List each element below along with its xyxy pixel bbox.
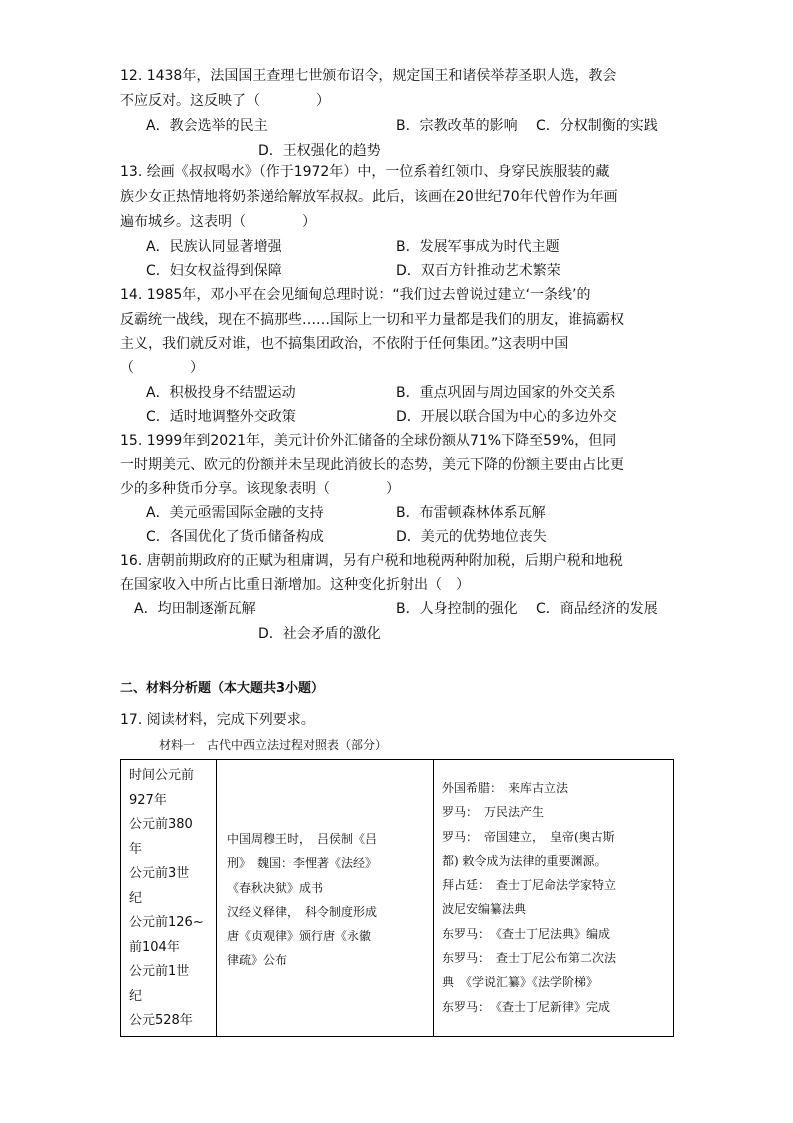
q13-stem-line-3: 遍布城乡。这表明（ ） [120,214,316,230]
q14-stem-line-4: （ ） [120,360,204,376]
q12-option-c[interactable]: C．分权制衡的实践 [536,118,658,134]
time-line: 年 [129,841,143,857]
time-line: 纪 [129,988,143,1004]
time-line: 公元前3世 [129,866,190,881]
q13-option-d[interactable]: D．双百方针推动艺术繁荣 [396,263,561,279]
china-line: 《春秋决狱》成书 [227,880,324,895]
foreign-line: 拜占廷： 查士丁尼命法学家特立 [442,878,617,893]
time-line: 纪 [129,890,143,906]
q15-stem-line-1: 15. 1999年到2021年，美元计价外汇储备的全球份额从71%下降至59%，但同 [120,433,617,449]
foreign-line: 都) 敕令成为法律的重要渊源。 [442,853,607,868]
china-line: 刑》 魏国：李悝著《法经》 [227,856,378,871]
q14-stem-line-3: 主义，我们就反对谁，也不搞集团政治，不依附于任何集团。”这表明中国 [120,336,569,352]
q15-stem-line-3: 少的多种货币分享。该现象表明（ ） [120,481,400,497]
q13-option-b[interactable]: B．发展军事成为时代主题 [396,239,560,255]
q16-option-c[interactable]: C．商品经济的发展 [536,601,658,617]
q16-stem-line-2: 在国家收入中所占比重日渐增加。这种变化折射出（ ） [120,577,470,593]
section-heading: 二、材料分析题（本大题共3小题） [120,681,325,696]
q14-option-b[interactable]: B．重点巩固与周边国家的外交关系 [396,385,616,401]
china-line: 汉经义释律， 科令制度形成 [227,904,378,919]
q13-option-a[interactable]: A．民族认同显著增强 [146,239,282,255]
q12-option-a[interactable]: A．教会选举的民主 [146,118,268,134]
q16-option-a[interactable]: A．均田制逐渐瓦解 [134,601,256,617]
time-line: 时间公元前 [129,768,195,783]
q12-stem-line-1: 12. 1438年，法国国王查理七世颁布诏令，规定国王和诸侯举荐圣职人选，教会 [120,68,617,84]
china-line: 唐《贞观律》颁行唐《永徽 [227,929,372,944]
q13-stem-line-1: 13. 绘画《叔叔喝水》（作于1972年）中，一位系着红领巾、身穿民族服装的藏 [120,164,610,180]
material-caption: 材料一 古代中西立法过程对照表（部分） [159,738,388,752]
foreign-line: 东罗马： 《查士丁尼法典》编成 [442,926,611,941]
time-line: 927年 [129,792,167,808]
q13-option-c[interactable]: C．妇女权益得到保障 [146,263,282,279]
foreign-line: 东罗马： 《查士丁尼新律》完成 [442,999,611,1014]
q16-option-d[interactable]: D．社会矛盾的激化 [258,626,381,642]
q13-stem-line-2: 族少女正热情地将奶茶递给解放军叔叔。此后，该画在20世纪70年代曾作为年画 [120,189,618,205]
q14-stem-line-1: 14. 1985年，邓小平在会见缅甸总理时说：“我们过去曾说过建立‘一条线’的 [120,287,591,303]
china-line: 律疏》公布 [227,953,288,968]
table-row [121,760,674,1037]
q14-stem-line-2: 反霸统一战线，现在不搞那些……国际上一切和平力量都是我们的朋友，谁搞霸权 [120,312,624,328]
q16-option-b[interactable]: B．人身控制的强化 [396,601,518,617]
foreign-line: 罗马： 万民法产生 [442,805,545,820]
q12-option-d[interactable]: D．王权强化的趋势 [258,143,381,159]
q12-stem-line-2: 不应反对。这反映了（ ） [120,93,330,109]
q15-option-c[interactable]: C．各国优化了货币储备构成 [146,529,324,545]
foreign-line: 波尼安编纂法典 [442,902,527,917]
q17-intro: 17. 阅读材料，完成下列要求。 [120,712,315,728]
foreign-column-cell [434,760,674,1037]
material-table [120,759,674,1037]
time-line: 公元前1世 [129,964,190,979]
china-column-cell [217,760,434,1037]
foreign-line: 典 《学说汇纂》《法学阶梯》 [442,975,599,990]
q12-option-b[interactable]: B．宗教改革的影响 [396,118,518,134]
q16-stem-line-1: 16. 唐朝前期政府的正赋为租庸调，另有户税和地税两种附加税，后期户税和地税 [120,553,623,569]
time-line: 前104年 [129,939,180,955]
foreign-line: 外国希腊： 来库古立法 [442,781,569,795]
foreign-line: 罗马： 帝国建立， 皇帝(奥古斯 [442,829,615,844]
q14-option-a[interactable]: A．积极投身不结盟运动 [146,385,296,401]
china-line: 中国周穆王时， 吕侯制《吕 [227,832,378,846]
q15-stem-line-2: 一时期美元、欧元的份额并未呈现此消彼长的态势，美元下降的份额主要由占比更 [120,457,624,473]
q15-option-b[interactable]: B．布雷顿森林体系瓦解 [396,505,546,521]
time-column-cell [121,760,217,1037]
time-line: 公元528年 [129,1013,193,1028]
time-line: 公元前126~ [129,915,204,930]
foreign-line: 东罗马： 查士丁尼公布第二次法 [442,951,617,966]
q14-option-d[interactable]: D．开展以联合国为中心的多边外交 [396,409,617,425]
q15-option-d[interactable]: D．美元的优势地位丧失 [396,529,547,545]
time-line: 公元前380 [129,817,193,832]
q15-option-a[interactable]: A．美元亟需国际金融的支持 [146,505,324,521]
q14-option-c[interactable]: C．适时地调整外交政策 [146,409,296,425]
